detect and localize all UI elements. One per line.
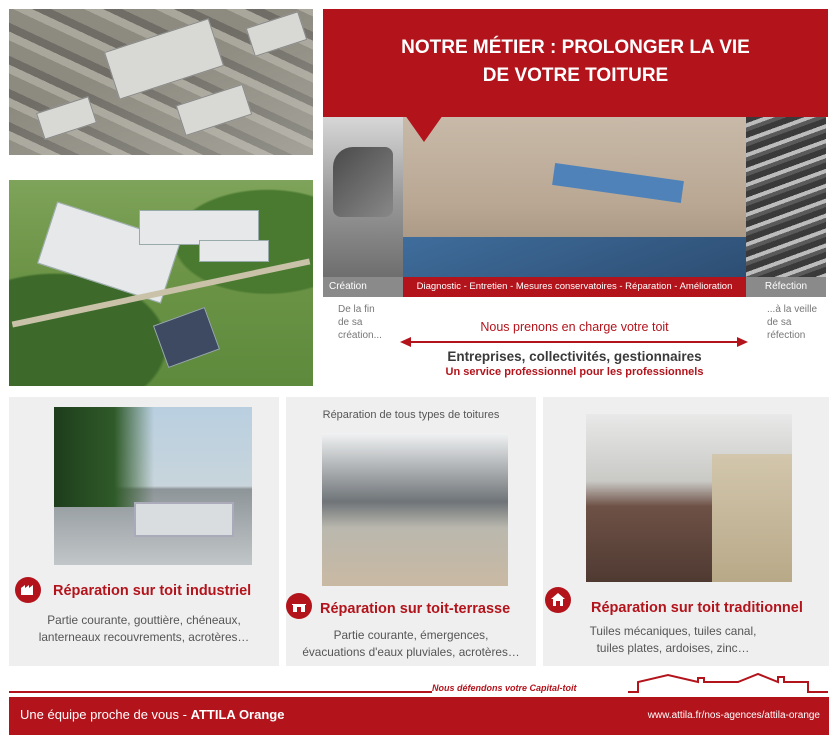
creation-note [338,303,382,342]
rooftop-skyline-icon [628,670,828,696]
page-title-line2: DE VOTRE TOITURE [482,65,669,86]
photo-worker-creation [323,117,403,277]
refection-note-line: ...à la veille [767,304,818,315]
slogan: Nous défendons votre Capital-toit [432,683,577,693]
factory-roof [199,240,269,262]
card-description [543,623,803,657]
footer-agency-name: ATTILA Orange [190,707,285,722]
footer-team [20,707,284,722]
warehouse-roof [176,84,252,136]
roof-edge [403,237,746,277]
photo-damaged-roof-refection [746,117,826,277]
creation-note-line: création... [338,330,382,341]
footer-divider [9,691,432,693]
card-flat-roof [286,397,536,666]
refection-note-line: de sa [767,317,792,328]
flat-roof-house-icon [286,593,312,619]
card-caption: Réparation de tous types de toitures [322,409,500,421]
aerial-photo-industrial-zone [9,9,313,155]
roof-skylight [134,502,234,537]
card-description [9,612,279,646]
card-industrial-roof [9,397,279,666]
house-icon [545,587,571,613]
footer-team-prefix: Une équipe proche de vous - [20,707,191,722]
worker-figure [333,147,393,217]
photo-traditional-roof [586,414,792,582]
refection-note [767,303,817,342]
creation-note-line: de sa [338,317,363,328]
card-title: Réparation sur toit industriel [53,583,252,599]
card-description-line: Partie courante, émergences, [333,628,489,642]
header-pointer [400,108,448,142]
footer-url-link[interactable]: www.attila.fr/nos-agences/attila-orange [647,710,820,721]
refection-note-line: réfection [767,330,806,341]
card-description-line: tuiles plates, ardoises, zinc… [596,641,750,655]
clients-text: Entreprises, collectivités, gestionnaires [447,349,702,364]
warehouse-roof [104,18,224,100]
card-description-line: évacuations d'eaux pluviales, acrotères… [302,645,520,659]
card-traditional-roof [543,397,829,666]
photo-industrial-roof [54,407,252,565]
photo-flat-roof-maintenance [403,117,746,277]
timeline-arrow-line [410,341,740,343]
creation-note-line: De la fin [338,304,375,315]
page-title [323,34,828,90]
care-text: Nous prenons en charge votre toit [480,320,669,334]
label-creation: Création [323,277,403,297]
card-title: Réparation sur toit traditionnel [591,600,803,616]
pro-service-text: Un service professionnel pour les professionnels [445,366,704,378]
card-description-line: Tuiles mécaniques, tuiles canal, [589,624,757,638]
arrow-right-icon [737,337,748,347]
label-services: Diagnostic - Entretien - Mesures conservatoires - Réparation - Amélioration [403,277,746,297]
warehouse-roof [36,96,97,140]
trees [54,407,154,507]
aerial-photo-factory [9,180,313,386]
arrow-left-icon [400,337,411,347]
page-title-line1: NOTRE MÉTIER : PROLONGER LA VIE [401,37,750,58]
card-description-line: lanterneaux recouvrements, acrotères… [38,630,250,644]
card-description-line: Partie courante, gouttière, chéneaux, [47,613,241,627]
warehouse-roof [246,11,308,57]
buildings [712,454,792,582]
card-title: Réparation sur toit-terrasse [320,601,511,617]
label-refection: Réfection [746,277,826,297]
photo-flat-roof [322,433,508,586]
solar-roof-building [153,307,220,368]
skylight [552,163,684,203]
card-description [286,627,536,661]
industrial-building-icon [15,577,41,603]
